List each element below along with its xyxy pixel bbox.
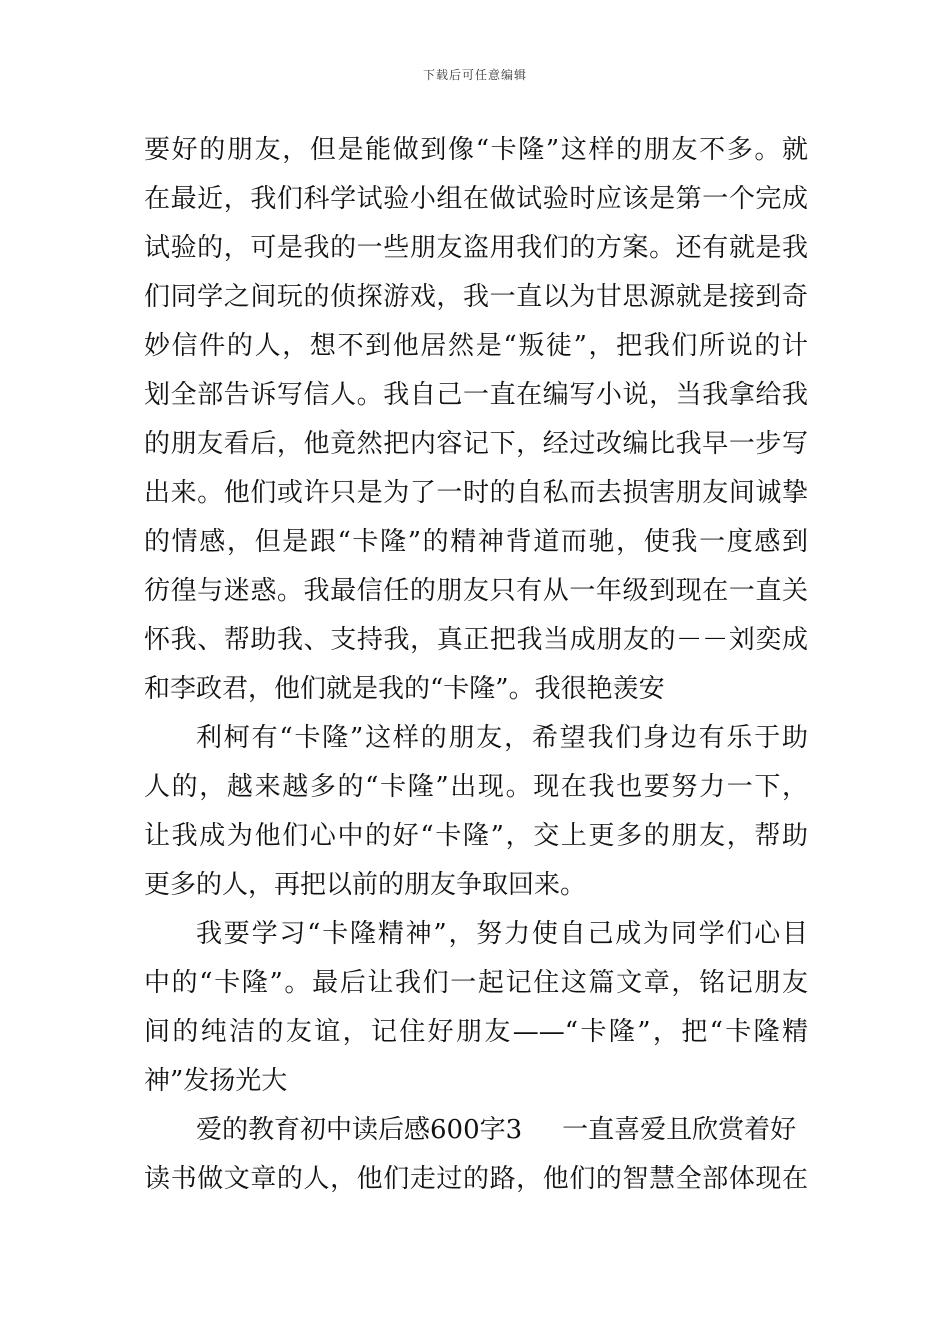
text-line: 妙信件的人，想不到他居然是“叛徒”，把我们所说的计 [144,331,808,361]
text-line-compound [144,1106,808,1155]
text-line: 的情感，但是跟“卡隆”的精神背道而驰，使我一度感到 [144,527,808,557]
page-header-note: 下载后可任意编辑 [422,68,527,82]
text-line: 更多的人，再把以前的朋友争取回来。 [144,870,587,900]
text-line: 我要学习“卡隆精神”，努力使自己成为同学们心目 [196,919,808,949]
article-title: 爱的教育初中读后感600字3 [196,1115,523,1145]
text-line: 和李政君，他们就是我的“卡隆”。我很艳羡安 [144,674,665,704]
text-line: 神”发扬光大 [144,1066,288,1096]
text-line: 让我成为他们心中的好“卡隆”，交上更多的朋友，帮助 [144,821,808,851]
document-body [144,126,808,1204]
text-line: 利柯有“卡隆”这样的朋友，希望我们身边有乐于助 [196,723,808,753]
text-fragment: 一直喜爱且欣赏着好 [562,1115,797,1145]
text-line: 要好的朋友，但是能做到像“卡隆”这样的朋友不多。就 [144,135,808,165]
text-line: 人的，越来越多的“卡隆”出现。现在我也要努力一下， [144,772,808,802]
text-line: 出来。他们或许只是为了一时的自私而去损害朋友间诚挚 [144,478,808,508]
text-line: 划全部告诉写信人。我自己一直在编写小说，当我拿给我 [144,380,808,410]
text-line: 读书做文章的人，他们走过的路，他们的智慧全部体现在 [144,1164,808,1194]
text-line: 们同学之间玩的侦探游戏，我一直以为甘思源就是接到奇 [144,282,808,312]
text-line: 的朋友看后，他竟然把内容记下，经过改编比我早一步写 [144,429,808,459]
text-line: 间的纯洁的友谊，记住好朋友——“卡隆”，把“卡隆精 [144,1017,808,1047]
text-line: 在最近，我们科学试验小组在做试验时应该是第一个完成 [144,184,808,214]
text-line: 彷徨与迷惑。我最信任的朋友只有从一年级到现在一直关 [144,576,808,606]
text-line: 试验的，可是我的一些朋友盗用我们的方案。还有就是我 [144,233,808,263]
text-line: 怀我、帮助我、支持我，真正把我当成朋友的－－刘奕成 [144,625,808,655]
text-line: 中的“卡隆”。最后让我们一起记住这篇文章，铭记朋友 [144,968,808,998]
